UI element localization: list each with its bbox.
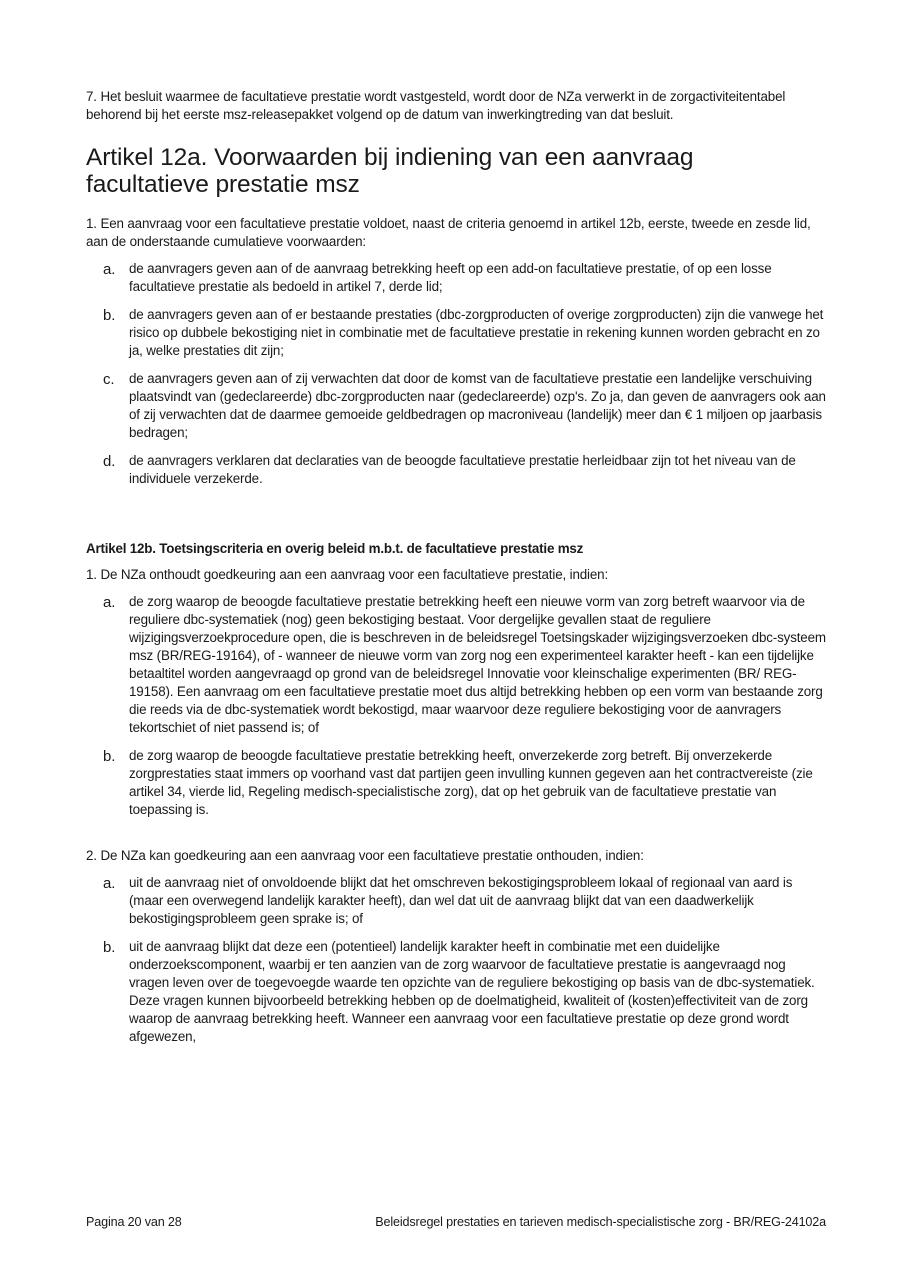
list-item — [86, 747, 826, 819]
list-item — [86, 370, 826, 442]
article-12b-criteria-list-1 — [86, 593, 826, 819]
list-item — [86, 938, 826, 1046]
list-item-text: de aanvragers geven aan of zij verwachten dat door de komst van de facultatieve prestatie een landelijke verschuiving plaatsvindt van (gedeclareerde) dbc-zorgproducten naar (gedeclareerde) ozp's. Zo ja, dan geven de aanvragers ook aan of zij verwachten dat de daarmee gemoeide geldbedragen op macroniveau (landelijk) meer dan € 1 miljoen op jaarbasis bedragen; — [129, 371, 826, 440]
list-marker: b. — [103, 307, 116, 324]
list-item — [86, 452, 826, 488]
list-marker: a. — [103, 261, 116, 278]
list-item — [86, 874, 826, 928]
list-marker: b. — [103, 939, 116, 956]
list-marker: a. — [103, 594, 116, 611]
list-item-text: uit de aanvraag blijkt dat deze een (potentieel) landelijk karakter heeft in combinatie met een duidelijke onderzoekscomponent, waarbij er ten aanzien van de zorg waarvoor de facultatieve prestatie is aangevraagd nog vragen leven over de toegevoegde waarde ten opzichte van de reguliere bekostiging op basis van de dbc-systematiek. Deze vragen kunnen bijvoorbeeld betrekking hebben op de doelmatigheid, kwaliteit of (kosten)effectiviteit van de zorg waarop de aanvraag betrekking heeft. Wanneer een aanvraag voor een facultatieve prestatie op deze grond wordt afgewezen, — [129, 939, 815, 1044]
list-item-text: uit de aanvraag niet of onvoldoende blijkt dat het omschreven bekostigingsprobleem lokaal of regionaal van aard is (maar een overwegend landelijk karakter heeft), dan wel dat uit de aanvraag blijkt dat van een daadwerkelijk bekostigingsprobleem geen sprake is; of — [129, 875, 793, 926]
article-12a-paragraph-1: 1. Een aanvraag voor een facultatieve prestatie voldoet, naast de criteria genoemd in artikel 12b, eerste, tweede en zesde lid, aan de onderstaande cumulatieve voorwaarden: — [86, 216, 811, 249]
article-12a-conditions-list — [86, 260, 826, 488]
page-number: Pagina 20 van 28 — [86, 1215, 182, 1229]
list-item — [86, 306, 826, 360]
list-marker: b. — [103, 748, 116, 765]
intro-paragraph: 7. Het besluit waarmee de facultatieve prestatie wordt vastgesteld, wordt door de NZa verwerkt in de zorgactiviteitentabel behorend bij het eerste msz-releasepakket volgend op de datum van inwerkingtreding van dat besluit. — [86, 89, 786, 122]
list-item — [86, 593, 826, 737]
article-12a-heading: Artikel 12a. Voorwaarden bij indiening van een aanvraag facultatieve prestatie msz — [86, 144, 694, 198]
list-marker: a. — [103, 875, 116, 892]
list-item-text: de aanvragers geven aan of de aanvraag betrekking heeft op een add-on facultatieve prestatie, of op een losse facultatieve prestatie als bedoeld in artikel 7, derde lid; — [129, 261, 772, 294]
list-marker: d. — [103, 453, 116, 470]
article-12b-heading: Artikel 12b. Toetsingscriteria en overig beleid m.b.t. de facultatieve prestatie msz — [86, 541, 584, 556]
article-12b-paragraph-2: 2. De NZa kan goedkeuring aan een aanvraag voor een facultatieve prestatie onthouden, indien: — [86, 848, 644, 863]
footer-document-title: Beleidsregel prestaties en tarieven medisch-specialistische zorg - BR/REG-24102a — [375, 1215, 826, 1229]
article-12b-criteria-list-2 — [86, 874, 826, 1046]
list-item-text: de zorg waarop de beoogde facultatieve prestatie betrekking heeft, onverzekerde zorg betreft. Bij onverzekerde zorgprestaties staat immers op voorhand vast dat partijen geen invulling kunnen gegeven aan het contractvereiste (zie artikel 34, vierde lid, Regeling medisch-specialistische zorg), dat op het gebruik van de facultatieve prestatie van toepassing is. — [129, 748, 813, 817]
article-12b-paragraph-1: 1. De NZa onthoudt goedkeuring aan een aanvraag voor een facultatieve prestatie, indien: — [86, 567, 609, 582]
list-item-text: de zorg waarop de beoogde facultatieve prestatie betrekking heeft een nieuwe vorm van zorg betreft waarvoor via de reguliere dbc-systematiek (nog) geen bekostiging bestaat. Voor dergelijke gevallen staat de reguliere wijzigingsverzoekprocedure open, die is beschreven in de beleidsregel Toetsingskader wijzigingsverzoeken dbc-systeem msz (BR/REG-19164), of - wanneer de nieuwe vorm van zorg nog een experimenteel karakter heeft - kan een tijdelijke betaaltitel worden aangevraagd op grond van de beleidsregel Innovatie voor kleinschalige experimenten (BR/ REG-19158). Een aanvraag om een facultatieve prestatie moet dus altijd betrekking hebben op een vorm van bestaande zorg die reeds via de dbc-systematiek wordt bekostigd, maar waarvoor deze reguliere bekostiging voor de aanvragers tekortschiet of niet passend is; of — [129, 594, 826, 735]
list-item-text: de aanvragers geven aan of er bestaande prestaties (dbc-zorgproducten of overige zorgproducten) zijn die vanwege het risico op dubbele bekostiging niet in combinatie met de facultatieve prestatie in rekening kunnen worden gebracht en zo ja, welke prestaties dit zijn; — [129, 307, 824, 358]
list-marker: c. — [103, 371, 115, 388]
list-item — [86, 260, 826, 296]
document-page — [86, 88, 826, 1046]
list-item-text: de aanvragers verklaren dat declaraties van de beoogde facultatieve prestatie herleidbaar zijn tot het niveau van de individuele verzekerde. — [129, 453, 796, 486]
